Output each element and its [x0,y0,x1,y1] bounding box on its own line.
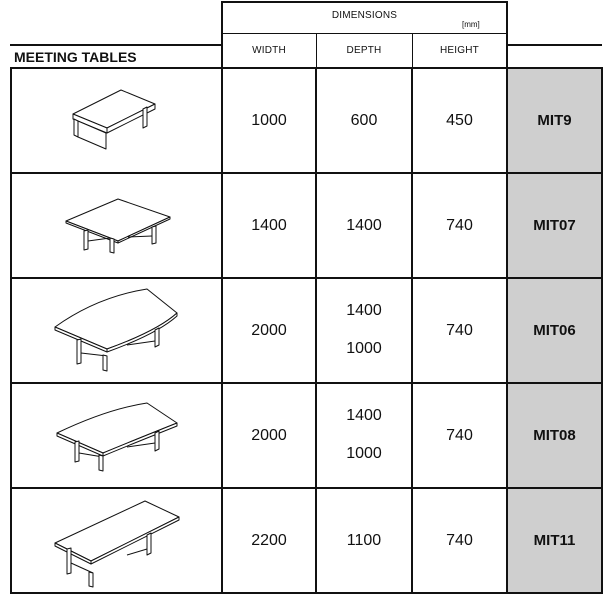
row-depth [317,384,411,487]
column-header-height-label: HEIGHT [440,44,479,56]
row-depth-value: 1400 [346,216,382,234]
row-width: 2000 [251,426,287,444]
row-depth-value: 1000 [346,340,382,357]
row-depth [317,69,411,172]
header-top-border [221,1,508,3]
dimensions-label: DIMENSIONS [331,9,398,21]
header-baseline [10,44,222,46]
row-height: 740 [446,426,473,444]
table-row [12,69,221,172]
row-width: 2200 [251,531,287,549]
column-header-depth-label: DEPTH [346,44,382,56]
body-right-border [601,67,603,594]
row-depth [317,279,411,382]
row-depth-value: 1100 [346,531,382,549]
column-header-width [222,34,316,66]
row-depth-value: 1400 [346,407,382,424]
row-height: 740 [446,216,473,234]
header-right-border [506,1,508,67]
table-title: MEETING TABLES [14,49,137,65]
table-row [12,384,221,487]
table-row [12,279,221,382]
row-depth-value: 600 [350,111,378,129]
product-code-cell: MIT9 [508,69,601,172]
row-width: 2000 [251,321,287,339]
product-code-cell: MIT07 [508,174,601,277]
header-baseline-right [507,44,602,46]
header-left-border [221,1,223,67]
column-header-width-label: WIDTH [252,44,286,56]
row-depth-value: 1000 [346,445,382,462]
table-row [12,174,221,277]
rectangular-meeting-table-small-icon [57,76,177,166]
product-code-cell: MIT06 [508,279,601,382]
tapered-boat-meeting-table-icon [47,283,187,379]
row-width: 1000 [251,111,287,129]
row-height: 740 [446,531,473,549]
row-height: 740 [446,321,473,339]
body-bottom-border [10,592,603,594]
rectangular-meeting-table-large-icon [47,493,187,589]
product-code-cell: MIT08 [508,384,601,487]
row-width: 1400 [251,216,287,234]
header-col-sep-1 [316,33,317,67]
column-header-height [412,34,507,66]
row-depth-value: 1400 [346,302,382,319]
header-divider [221,33,508,34]
row-depth [317,489,411,592]
square-meeting-table-icon [52,181,182,271]
column-header-depth [316,34,412,66]
barrel-meeting-table-icon [47,391,187,481]
product-code-cell: MIT11 [508,489,601,592]
row-depth [317,174,411,277]
header-col-sep-2 [412,33,413,67]
row-height: 450 [446,111,473,129]
table-row [12,489,221,592]
unit-label: [mm] [462,20,480,29]
